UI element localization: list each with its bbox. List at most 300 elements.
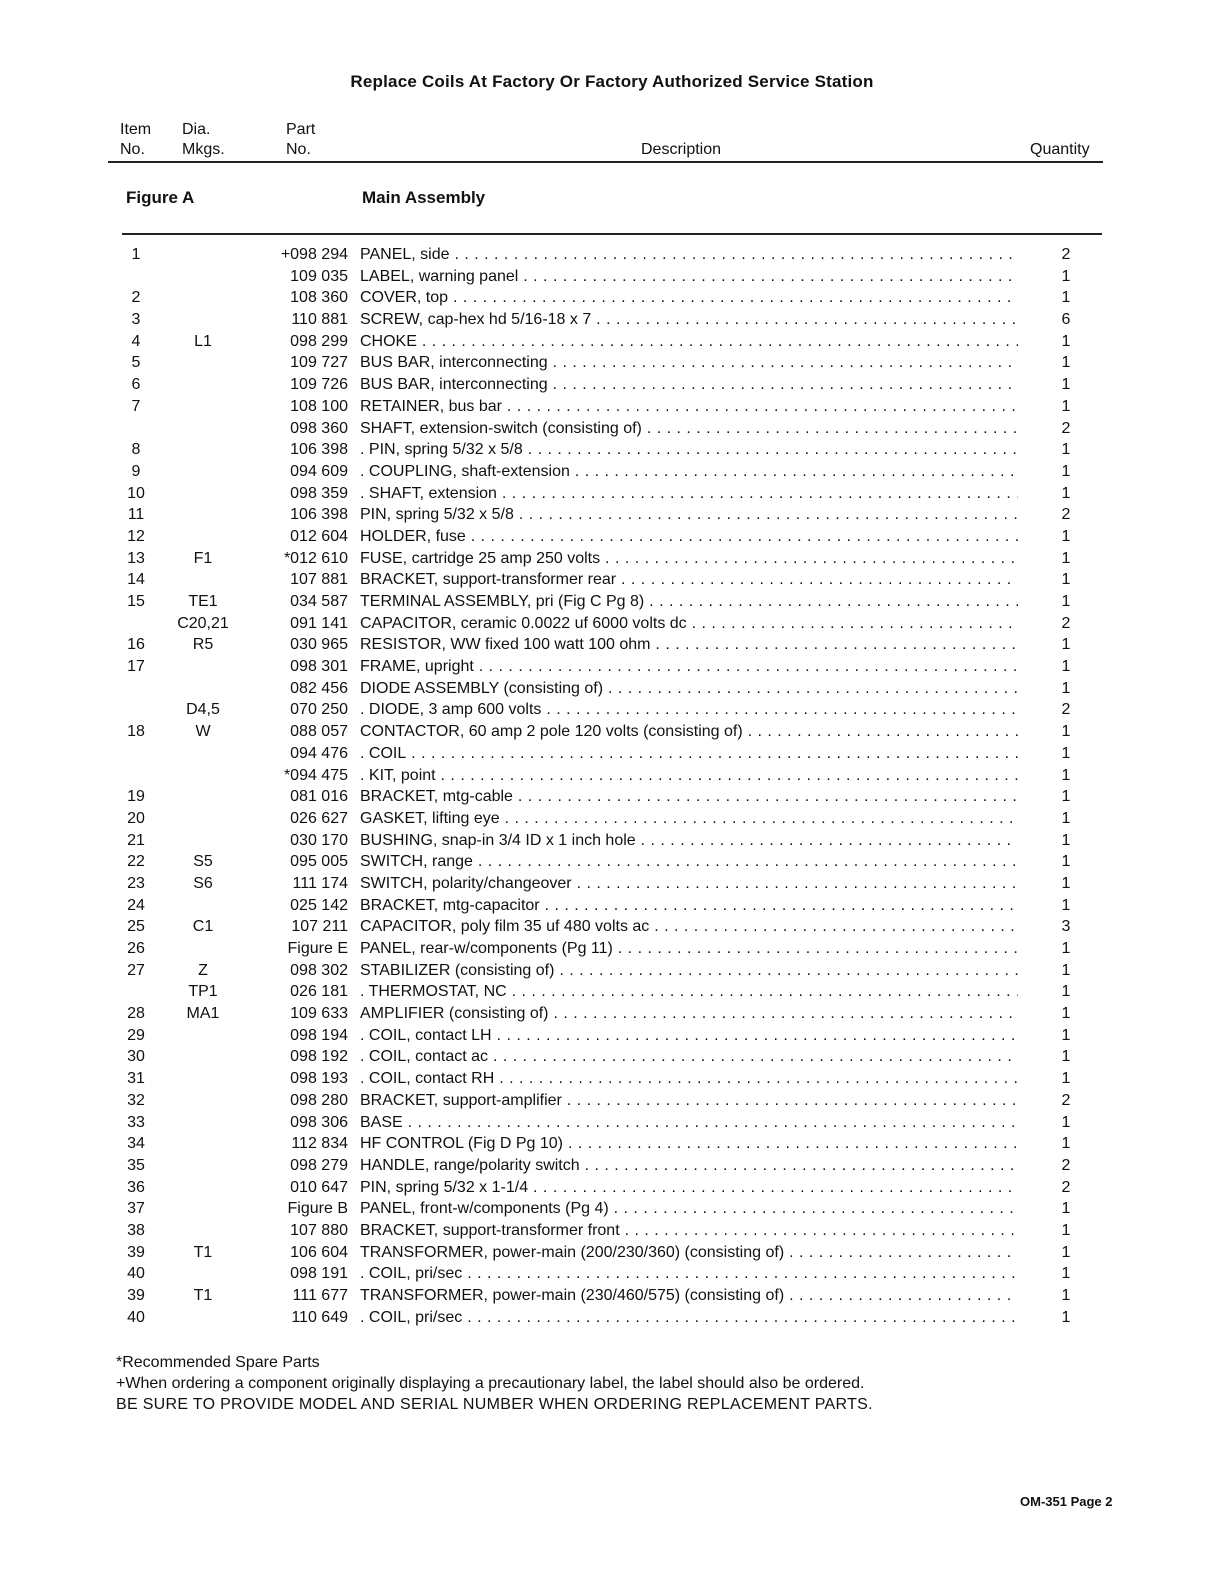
- dia-mkgs: [172, 591, 234, 613]
- description: [360, 1112, 1018, 1134]
- item-no-text: 39: [127, 1243, 145, 1261]
- part-no-text: 098 302: [290, 961, 348, 979]
- part-no: [240, 1090, 348, 1112]
- dia-mkgs: [172, 1003, 234, 1025]
- dia-mkgs-text: Z: [198, 961, 208, 979]
- description-text: PANEL, front-w/components (Pg 4): [360, 1200, 609, 1218]
- part-no: [240, 830, 348, 852]
- description-text: . COIL: [360, 744, 407, 762]
- table-row: [0, 1133, 1224, 1155]
- part-no-text: 098 194: [290, 1026, 348, 1044]
- quantity-text: 1: [1061, 1070, 1071, 1088]
- item-no: [110, 1046, 162, 1068]
- description: [360, 830, 1018, 852]
- leader-dots: [743, 723, 1018, 740]
- item-no: [110, 916, 162, 938]
- item-no: [110, 1242, 162, 1264]
- description-text: . DIODE, 3 amp 600 volts: [360, 701, 542, 719]
- leader-dots: [563, 1135, 1018, 1152]
- footnote-spare-parts: *Recommended Spare Parts: [116, 1354, 320, 1371]
- quantity: [1046, 916, 1086, 938]
- item-no: [110, 1003, 162, 1025]
- leader-dots: [497, 485, 1018, 502]
- leader-dots: [784, 1244, 1018, 1261]
- table-row: [0, 895, 1224, 917]
- quantity-text: 2: [1061, 1156, 1071, 1174]
- item-no: [110, 374, 162, 396]
- description-text: HF CONTROL (Fig D Pg 10): [360, 1135, 563, 1153]
- item-no: [110, 548, 162, 570]
- parts-list: [0, 244, 1224, 1328]
- leader-dots: [636, 832, 1018, 849]
- item-no: [110, 1155, 162, 1177]
- description: [360, 981, 1018, 1003]
- header-divider: [108, 161, 1103, 163]
- leader-dots: [507, 983, 1018, 1000]
- dia-mkgs: [172, 916, 234, 938]
- table-row: [0, 656, 1224, 678]
- part-no-text: 109 727: [290, 354, 348, 372]
- description-text: CONTACTOR, 60 amp 2 pole 120 volts (consisting of): [360, 723, 743, 741]
- table-row: [0, 634, 1224, 656]
- part-no-text: 107 211: [291, 918, 348, 936]
- description: [360, 1133, 1018, 1155]
- item-no-text: 32: [127, 1091, 145, 1109]
- quantity-text: 1: [1061, 1048, 1071, 1066]
- quantity: [1046, 1263, 1086, 1285]
- header-dia-line2: Mkgs.: [182, 141, 225, 158]
- item-no: [110, 461, 162, 483]
- quantity-text: 1: [1061, 484, 1071, 502]
- part-no: [240, 309, 348, 331]
- leader-dots: [549, 1005, 1019, 1022]
- quantity-text: 1: [1061, 289, 1071, 307]
- part-no: [240, 916, 348, 938]
- item-no-text: 3: [131, 311, 141, 329]
- leader-dots: [523, 441, 1018, 458]
- description: [360, 960, 1018, 982]
- table-row: [0, 916, 1224, 938]
- item-no: [110, 634, 162, 656]
- quantity-text: 1: [1061, 1005, 1071, 1023]
- part-no: [240, 678, 348, 700]
- quantity-text: 1: [1061, 354, 1071, 372]
- description-text: BUS BAR, interconnecting: [360, 376, 548, 394]
- table-row: [0, 1155, 1224, 1177]
- dia-mkgs-text: R5: [192, 636, 214, 654]
- part-no: [240, 244, 348, 266]
- leader-dots: [514, 506, 1018, 523]
- description: [360, 1155, 1018, 1177]
- item-no: [110, 1133, 162, 1155]
- item-no: [110, 1112, 162, 1134]
- item-no-text: 27: [127, 961, 145, 979]
- dia-mkgs: [172, 613, 234, 635]
- table-row: [0, 309, 1224, 331]
- quantity: [1046, 613, 1086, 635]
- description-text: . COIL, contact LH: [360, 1026, 492, 1044]
- description-text: HOLDER, fuse: [360, 527, 466, 545]
- part-no-text: 106 604: [290, 1243, 348, 1261]
- part-no: [240, 873, 348, 895]
- part-no: [240, 765, 348, 787]
- part-no: [240, 591, 348, 613]
- description-text: AMPLIFIER (consisting of): [360, 1005, 549, 1023]
- part-no: [240, 851, 348, 873]
- quantity: [1046, 1068, 1086, 1090]
- description: [360, 634, 1018, 656]
- quantity: [1046, 851, 1086, 873]
- part-no: [240, 808, 348, 830]
- item-no: [110, 352, 162, 374]
- item-no-text: 37: [127, 1200, 145, 1218]
- description-text: DIODE ASSEMBLY (consisting of): [360, 679, 604, 697]
- quantity-text: 2: [1061, 614, 1071, 632]
- description: [360, 938, 1018, 960]
- description: [360, 678, 1018, 700]
- table-row: [0, 721, 1224, 743]
- dia-mkgs: [172, 634, 234, 656]
- dia-mkgs-text: T1: [193, 1243, 213, 1261]
- part-no: [240, 895, 348, 917]
- table-row: [0, 418, 1224, 440]
- table-row: [0, 439, 1224, 461]
- item-no-text: 14: [127, 571, 145, 589]
- part-no-text: 025 142: [290, 896, 348, 914]
- quantity-text: 1: [1061, 744, 1071, 762]
- part-no: [240, 287, 348, 309]
- part-no-text: 110 881: [291, 311, 348, 329]
- part-no: [240, 656, 348, 678]
- description: [360, 418, 1018, 440]
- item-no-text: 11: [127, 506, 145, 524]
- item-no: [110, 1220, 162, 1242]
- part-no: [240, 1285, 348, 1307]
- dia-mkgs: [172, 331, 234, 353]
- part-no-text: 070 250: [290, 701, 348, 719]
- quantity: [1046, 309, 1086, 331]
- part-no: [240, 1112, 348, 1134]
- leader-dots: [554, 962, 1018, 979]
- dia-mkgs: [172, 873, 234, 895]
- description-text: SWITCH, polarity/changeover: [360, 874, 572, 892]
- description-text: PIN, spring 5/32 x 1-1/4: [360, 1178, 529, 1196]
- quantity: [1046, 981, 1086, 1003]
- leader-dots: [650, 636, 1018, 653]
- item-no-text: 39: [127, 1287, 145, 1304]
- quantity: [1046, 1046, 1086, 1068]
- dia-mkgs: [172, 548, 234, 570]
- description-text: BRACKET, mtg-capacitor: [360, 896, 540, 914]
- quantity: [1046, 721, 1086, 743]
- part-no-text: 108 100: [290, 397, 348, 415]
- quantity-text: 1: [1061, 397, 1071, 415]
- description: [360, 656, 1018, 678]
- part-no: [240, 352, 348, 374]
- part-no-text: 026 627: [290, 809, 348, 827]
- item-no-text: 12: [127, 527, 145, 545]
- quantity: [1046, 1112, 1086, 1134]
- description-text: BUSHING, snap-in 3/4 ID x 1 inch hole: [360, 831, 636, 849]
- part-no-text: +098 294: [280, 246, 348, 263]
- description-text: PANEL, rear-w/components (Pg 11): [360, 940, 613, 957]
- item-no: [110, 960, 162, 982]
- part-no-text: 109 726: [290, 376, 348, 394]
- description: [360, 331, 1018, 353]
- dia-mkgs-text: C20,21: [177, 614, 229, 632]
- dia-mkgs-text: TP1: [188, 983, 218, 1001]
- header-quantity: Quantity: [1030, 141, 1090, 158]
- description-text: BRACKET, support-transformer front: [360, 1221, 620, 1239]
- item-no: [110, 287, 162, 309]
- part-no-text: 111 677: [292, 1287, 348, 1304]
- part-no-text: 098 280: [290, 1091, 348, 1109]
- quantity-text: 2: [1061, 246, 1071, 263]
- quantity: [1046, 526, 1086, 548]
- description: [360, 786, 1018, 808]
- part-no-text: 030 965: [290, 636, 348, 654]
- part-no-text: 012 604: [290, 527, 348, 545]
- quantity-text: 1: [1061, 983, 1071, 1001]
- dia-mkgs-text: MA1: [186, 1005, 220, 1023]
- description-text: . SHAFT, extension: [360, 484, 497, 502]
- table-row: [0, 1090, 1224, 1112]
- description: [360, 439, 1018, 461]
- quantity: [1046, 895, 1086, 917]
- description: [360, 1090, 1018, 1112]
- description: [360, 808, 1018, 830]
- description-text: . COUPLING, shaft-extension: [360, 462, 570, 480]
- quantity-text: 1: [1061, 961, 1071, 979]
- leader-dots: [436, 767, 1018, 784]
- description: [360, 1220, 1018, 1242]
- part-no-text: 109 633: [290, 1005, 348, 1023]
- quantity: [1046, 352, 1086, 374]
- quantity-text: 1: [1061, 1243, 1071, 1261]
- table-row: [0, 808, 1224, 830]
- item-no: [110, 938, 162, 960]
- part-no: [240, 548, 348, 570]
- quantity: [1046, 743, 1086, 765]
- table-row: [0, 526, 1224, 548]
- part-no: [240, 1307, 348, 1329]
- table-row: [0, 504, 1224, 526]
- item-no-text: 30: [127, 1048, 145, 1066]
- leader-dots: [502, 398, 1018, 415]
- part-no: [240, 981, 348, 1003]
- quantity: [1046, 1133, 1086, 1155]
- part-no: [240, 374, 348, 396]
- leader-dots: [642, 420, 1018, 437]
- part-no: [240, 699, 348, 721]
- description-text: CAPACITOR, ceramic 0.0022 uf 6000 volts dc: [360, 614, 687, 632]
- part-no-text: 098 360: [290, 419, 348, 437]
- part-no-text: Figure E: [287, 940, 348, 957]
- item-no: [110, 1090, 162, 1112]
- table-row: [0, 396, 1224, 418]
- table-row: [0, 613, 1224, 635]
- quantity: [1046, 1155, 1086, 1177]
- part-no: [240, 1177, 348, 1199]
- item-no-text: 38: [127, 1221, 145, 1239]
- quantity: [1046, 1025, 1086, 1047]
- part-no: [240, 439, 348, 461]
- item-no: [110, 895, 162, 917]
- part-no-text: 098 299: [290, 332, 348, 350]
- description: [360, 352, 1018, 374]
- table-row: [0, 1285, 1224, 1307]
- table-row: [0, 483, 1224, 505]
- leader-dots: [548, 354, 1018, 371]
- quantity: [1046, 483, 1086, 505]
- quantity-text: 1: [1061, 1200, 1071, 1218]
- quantity-text: 2: [1061, 419, 1071, 437]
- table-row: [0, 1112, 1224, 1134]
- leader-dots: [616, 571, 1018, 588]
- quantity-text: 1: [1061, 376, 1071, 394]
- part-no: [240, 504, 348, 526]
- item-no: [110, 569, 162, 591]
- quantity: [1046, 439, 1086, 461]
- quantity: [1046, 678, 1086, 700]
- item-no: [110, 591, 162, 613]
- quantity: [1046, 1090, 1086, 1112]
- table-row: [0, 1220, 1224, 1242]
- table-row: [0, 266, 1224, 288]
- item-no-text: 20: [127, 809, 145, 827]
- item-no: [110, 1263, 162, 1285]
- item-no: [110, 331, 162, 353]
- quantity-text: 1: [1061, 658, 1071, 676]
- description-text: LABEL, warning panel: [360, 267, 519, 285]
- leader-dots: [403, 1114, 1018, 1131]
- description-text: TERMINAL ASSEMBLY, pri (Fig C Pg 8): [360, 593, 645, 610]
- description: [360, 873, 1018, 895]
- part-no-text: 098 191: [290, 1265, 348, 1283]
- description: [360, 309, 1018, 331]
- part-no-text: 088 057: [290, 723, 348, 741]
- part-no: [240, 1220, 348, 1242]
- description-text: PANEL, side: [360, 246, 450, 263]
- part-no: [240, 1155, 348, 1177]
- leader-dots: [649, 918, 1018, 935]
- dia-mkgs-text: T1: [193, 1287, 213, 1304]
- part-no: [240, 721, 348, 743]
- description-text: STABILIZER (consisting of): [360, 961, 555, 979]
- table-row: [0, 786, 1224, 808]
- description-text: CAPACITOR, poly film 35 uf 480 volts ac: [360, 918, 650, 936]
- item-no-text: 40: [127, 1265, 145, 1283]
- item-no: [110, 504, 162, 526]
- quantity-text: 6: [1061, 311, 1071, 329]
- item-no-text: 25: [127, 918, 145, 936]
- dia-mkgs: [172, 721, 234, 743]
- description: [360, 1198, 1018, 1220]
- leader-dots: [644, 593, 1018, 610]
- item-no: [110, 396, 162, 418]
- part-no: [240, 266, 348, 288]
- item-no: [110, 873, 162, 895]
- part-no-text: *012 610: [283, 549, 348, 567]
- part-no: [240, 569, 348, 591]
- description-text: . PIN, spring 5/32 x 5/8: [360, 441, 523, 459]
- leader-dots: [462, 1309, 1018, 1326]
- section-figure-label: Figure A: [126, 188, 195, 207]
- footnote-model-serial: BE SURE TO PROVIDE MODEL AND SERIAL NUMBER WHEN ORDERING REPLACEMENT PARTS.: [116, 1396, 873, 1413]
- part-no: [240, 1068, 348, 1090]
- item-no-text: 21: [127, 831, 145, 849]
- header-item-line1: Item: [120, 121, 152, 138]
- description: [360, 1046, 1018, 1068]
- leader-dots: [500, 810, 1018, 827]
- dia-mkgs: [172, 699, 234, 721]
- description-text: HANDLE, range/polarity switch: [360, 1156, 580, 1174]
- part-no-text: 098 359: [290, 484, 348, 502]
- quantity: [1046, 765, 1086, 787]
- quantity-text: 1: [1061, 441, 1071, 459]
- description: [360, 916, 1018, 938]
- quantity: [1046, 634, 1086, 656]
- part-no-text: 107 881: [290, 571, 348, 589]
- description-text: SHAFT, extension-switch (consisting of): [360, 419, 642, 437]
- part-no: [240, 1198, 348, 1220]
- table-row: [0, 699, 1224, 721]
- part-no-text: 107 880: [290, 1221, 348, 1239]
- table-row: [0, 569, 1224, 591]
- part-no-text: 111 174: [292, 874, 348, 892]
- quantity: [1046, 938, 1086, 960]
- quantity-text: 3: [1061, 918, 1071, 936]
- quantity: [1046, 1220, 1086, 1242]
- quantity-text: 1: [1061, 1287, 1071, 1304]
- table-row: [0, 1177, 1224, 1199]
- part-no: [240, 960, 348, 982]
- item-no-text: 23: [127, 874, 145, 892]
- description: [360, 743, 1018, 765]
- dia-mkgs-text: F1: [193, 549, 213, 567]
- description-text: GASKET, lifting eye: [360, 809, 500, 827]
- leader-dots: [784, 1287, 1018, 1304]
- table-row: [0, 981, 1224, 1003]
- description-text: . COIL, contact ac: [360, 1048, 489, 1066]
- part-no: [240, 1133, 348, 1155]
- part-no: [240, 613, 348, 635]
- table-row: [0, 1068, 1224, 1090]
- quantity-text: 1: [1061, 593, 1071, 610]
- quantity-text: 1: [1061, 462, 1071, 480]
- quantity-text: 1: [1061, 571, 1071, 589]
- quantity: [1046, 418, 1086, 440]
- footnote-precautionary-label: +When ordering a component originally displaying a precautionary label, the label should also be ordered.: [116, 1375, 865, 1392]
- quantity: [1046, 287, 1086, 309]
- dia-mkgs-text: TE1: [188, 593, 218, 610]
- item-no-text: 8: [131, 441, 141, 459]
- item-no: [110, 526, 162, 548]
- table-row: [0, 548, 1224, 570]
- part-no-text: 098 301: [290, 658, 348, 676]
- description: [360, 1285, 1018, 1307]
- table-row: [0, 591, 1224, 613]
- description-text: BRACKET, mtg-cable: [360, 788, 513, 806]
- part-no: [240, 1046, 348, 1068]
- dia-mkgs-text: W: [195, 723, 211, 741]
- quantity-text: 2: [1061, 1091, 1071, 1109]
- leader-dots: [492, 1027, 1018, 1044]
- table-row: [0, 830, 1224, 852]
- item-no: [110, 1285, 162, 1307]
- leader-dots: [603, 680, 1018, 697]
- part-no-text: 098 306: [290, 1113, 348, 1131]
